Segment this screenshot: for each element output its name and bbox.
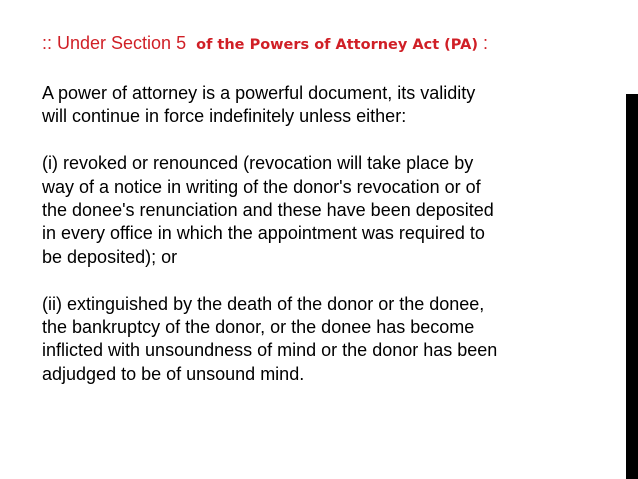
heading-prefix: :: Under Section 5	[42, 33, 187, 53]
heading-act-name: of the Powers of Attorney Act (PA)	[196, 37, 478, 53]
intro-paragraph: A power of attorney is a powerful document, its validity will continue in force indefinitely unless either:	[42, 83, 476, 127]
slide-body	[42, 82, 617, 386]
condition-ii-paragraph: (ii) extinguished by the death of the donor or the donee, the bankruptcy of the donor, or the donee has become inflicted with unsoundness of mind or the donor has been adjudged to be of unsound mind.	[42, 293, 498, 384]
condition-i-paragraph: (i) revoked or renounced (revocation will take place by way of a notice in writing of the donor's revocation or of the donee's renunciation and these have been deposited in every office in which the appointment was required to be deposited); or	[42, 153, 494, 267]
slide-heading	[42, 31, 622, 57]
heading-suffix: :	[482, 33, 488, 53]
accent-bar	[626, 94, 638, 479]
